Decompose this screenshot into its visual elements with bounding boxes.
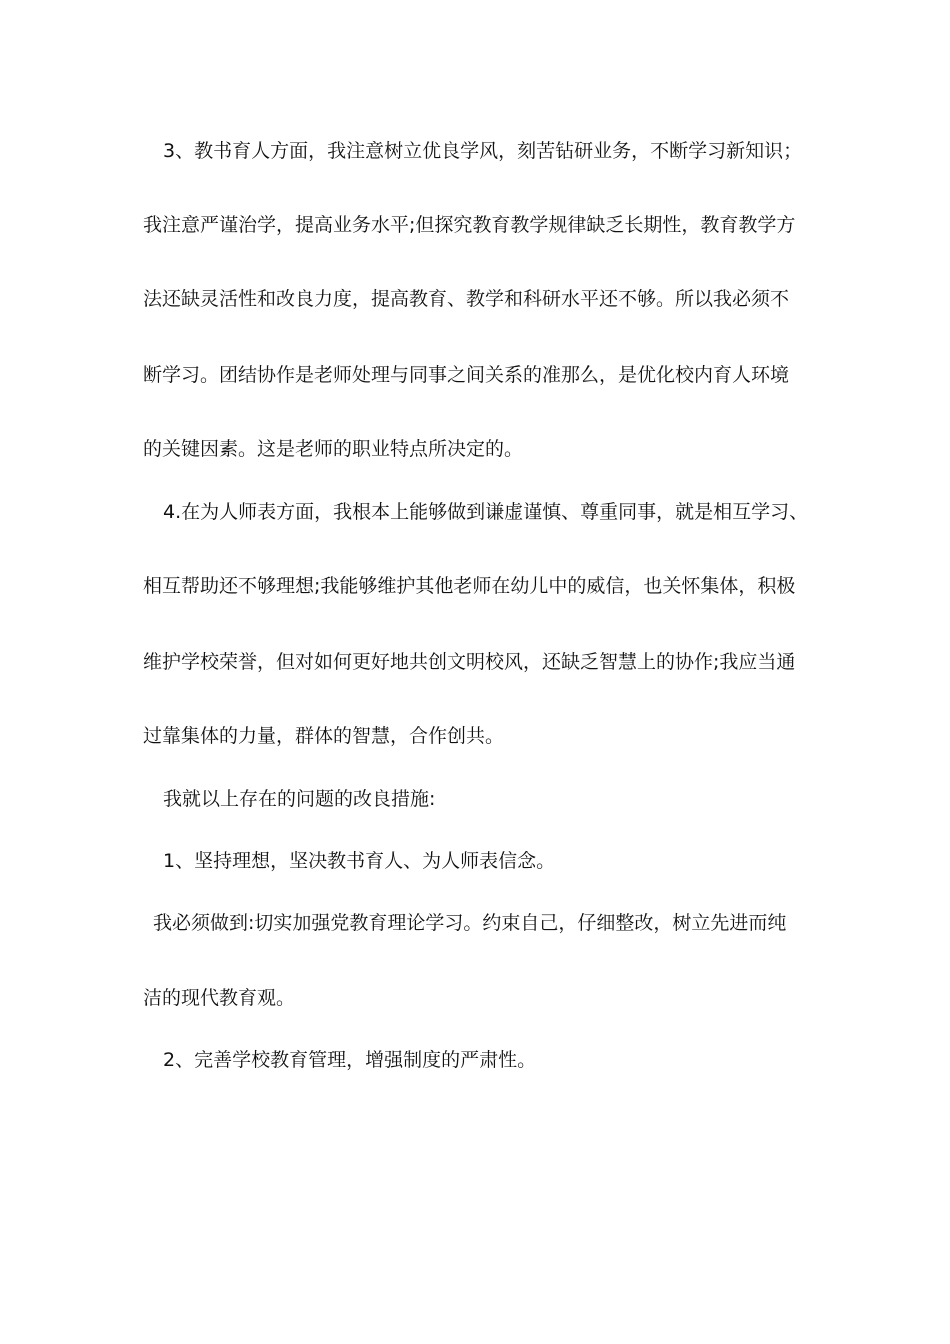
paragraph-line: 4.在为人师表方面，我根本上能够做到谦虚谨慎、尊重同事，就是相互学习、	[163, 501, 809, 523]
paragraph-line: 2、完善学校教育管理，增强制度的严肃性。	[163, 1049, 537, 1071]
paragraph-line: 法还缺灵活性和改良力度，提高教育、教学和科研水平还不够。所以我必须不	[143, 288, 790, 310]
paragraph-line: 洁的现代教育观。	[143, 987, 296, 1009]
paragraph-line: 我就以上存在的问题的改良措施:	[163, 788, 436, 810]
paragraph-line: 我注意严谨治学，提高业务水平;但探究教育教学规律缺乏长期性，教育教学方	[143, 214, 796, 236]
paragraph-line: 的关键因素。这是老师的职业特点所决定的。	[143, 438, 524, 460]
paragraph-line: 3、教书育人方面，我注意树立优良学风，刻苦钻研业务，不断学习新知识；	[163, 140, 803, 162]
paragraph-line: 维护学校荣誉，但对如何更好地共创文明校风，还缺乏智慧上的协作;我应当通	[143, 651, 796, 673]
paragraph-line: 断学习。团结协作是老师处理与同事之间关系的准那么，是优化校内育人环境	[143, 364, 790, 386]
paragraph-line: 过靠集体的力量，群体的智慧，合作创共。	[143, 725, 505, 747]
paragraph-line: 1、坚持理想，坚决教书育人、为人师表信念。	[163, 850, 556, 872]
paragraph-line: 相互帮助还不够理想;我能够维护其他老师在幼儿中的威信，也关怀集体，积极	[143, 575, 796, 597]
paragraph-line: 我必须做到:切实加强党教育理论学习。约束自己，仔细整改，树立先进而纯	[153, 912, 787, 934]
